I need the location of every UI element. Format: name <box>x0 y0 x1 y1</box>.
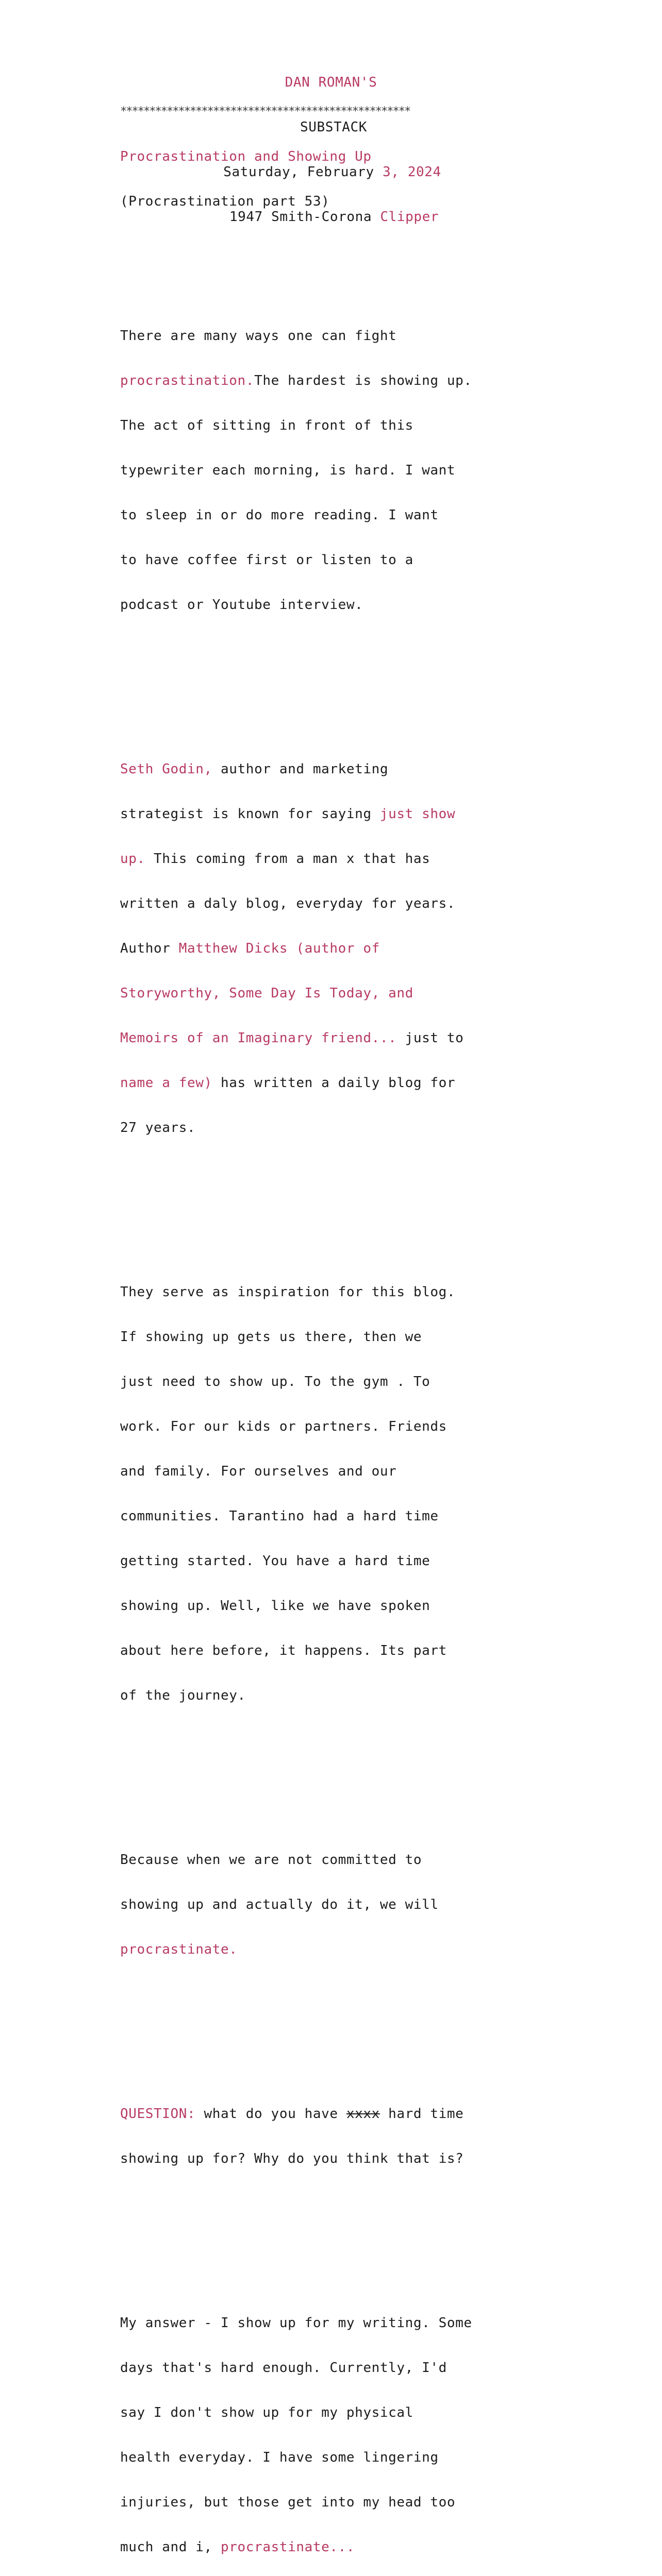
question-label: QUESTION: <box>120 2106 196 2122</box>
masthead-typewriter: 1947 Smith-Corona Clipper <box>229 209 439 225</box>
masthead-date: Saturday, February 3, 2024 <box>223 164 441 180</box>
struck-out-text: xxxx <box>346 2106 380 2122</box>
asterisk-divider: ************************************************** <box>120 105 410 118</box>
paragraph-4: Because when we are not committed to showing up and actually do it, we will procrastinate. <box>120 1852 439 1957</box>
article-title: Procrastination and Showing Up <box>120 149 372 164</box>
paragraph-3: They serve as inspiration for this blog. If showing up gets us there, then we just need to show up. To the gym . To work. For our kids or partners. Friends and family. For ourselves and our communities. Tarantino had a hard time getting started. You have a hard time showing up. Well, like we have spoken about here before, it happens. Its part of the journey. <box>120 1284 456 1703</box>
article-body <box>120 120 533 2576</box>
question-paragraph: QUESTION: what do you have xxxx hard time showing up for? Why do you think that is? <box>120 2106 464 2166</box>
masthead-author: DAN ROMAN'S <box>285 75 377 90</box>
answer-paragraph: My answer - I show up for my writing. Some days that's hard enough. Currently, I'd say I don't show up for my physical health everyday. I have some lingering injuries, but those get into my head too much and i, procrastinate... <box>120 2315 472 2555</box>
article-subtitle: (Procrastination part 53) <box>120 194 330 209</box>
paragraph-1: There are many ways one can fight procrastination.The hardest is showing up. The act of sitting in front of this typewriter each morning, is hard. I want to sleep in or do more reading. I want to have coffee first or listen to a podcast or Youtube interview. <box>120 328 472 613</box>
paragraph-2: Seth Godin, author and marketing strategist is known for saying just show up. This coming from a man x that has written a daly blog, everyday for years. Author Matthew Dicks (author of Storyworthy, Some Day Is Today, and Memoirs of an Imaginary friend... just to name a few) has written a daily blog for 27 years. <box>120 761 464 1136</box>
masthead-publication: SUBSTACK <box>300 120 368 135</box>
